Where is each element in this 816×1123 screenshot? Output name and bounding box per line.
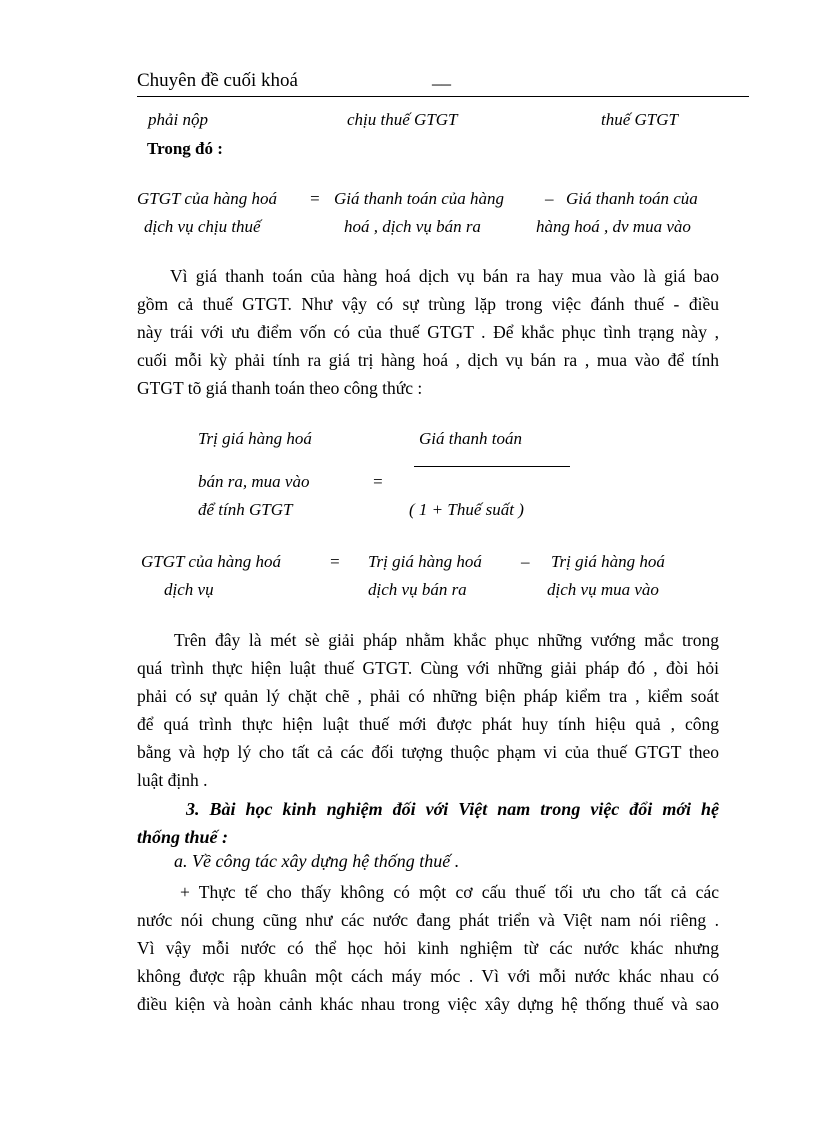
paragraph-2	[137, 626, 719, 794]
p2-line: để quá trình thực hiện luật thuế mới được phát huy tính hiệu quả , công	[137, 714, 719, 734]
p3-line: điều kiện và hoàn cảnh khác nhau trong việc xây dựng hệ thống thuế và sao	[137, 994, 719, 1014]
f3-term1-line1: Trị giá hàng hoá	[368, 552, 482, 571]
f1-term2-line1: Giá thanh toán của	[566, 189, 698, 208]
f3-equals: =	[329, 552, 341, 571]
p2-line: bằng và hợp lý cho tất cả các đối tượng thuộc phạm vi của thuế GTGT theo	[137, 742, 719, 762]
p2-line: quá trình thực hiện luật thuế GTGT. Cùng với những giải pháp đó , đòi hỏi	[137, 658, 719, 678]
f2-lhs-line1: Trị giá hàng hoá	[198, 429, 312, 448]
page-header-blank: __	[432, 67, 451, 88]
f1-term1-line1: Giá thanh toán của hàng	[334, 189, 504, 208]
p2-line: Trên đây là mét sè giải pháp nhằm khắc phục những vướng mắc trong	[174, 630, 719, 650]
section-heading-line2: thống thuế :	[137, 827, 229, 847]
subheading-a: a. Về công tác xây dựng hệ thống thuế .	[174, 851, 460, 871]
f1-minus: –	[545, 189, 554, 208]
f1-term1-line2: hoá , dịch vụ bán ra	[344, 217, 481, 236]
p3-line: không được rập khuân một cách máy móc . Vì với mỗi nước khác nhau có	[137, 966, 719, 986]
f2-numerator: Giá thanh toán	[419, 429, 522, 448]
top-row-col3: thuế GTGT	[601, 110, 678, 129]
header-rule	[137, 96, 749, 97]
p1-line: gồm cả thuế GTGT. Như vậy có sự trùng lặp trong việc đánh thuế - điều	[137, 294, 719, 314]
f2-denominator: ( 1 + Thuế suất )	[409, 500, 524, 519]
trong-do-label: Trong đó :	[147, 139, 223, 158]
f2-equals: =	[372, 472, 384, 491]
paragraph-1	[137, 262, 719, 402]
f1-term2-line2: hàng hoá , dv mua vào	[536, 217, 691, 236]
f3-term2-line2: dịch vụ mua vào	[547, 580, 659, 599]
section-heading-3	[137, 795, 719, 851]
f3-term1-line2: dịch vụ bán ra	[368, 580, 467, 599]
p2-line: phải có sự quản lý chặt chẽ , phải có những biện pháp kiểm tra , kiểm soát	[137, 686, 719, 706]
p1-line: này trái với ưu điểm vốn có của thuế GTGT . Để khắc phục tình trạng này ,	[137, 322, 719, 342]
p1-line: Vì giá thanh toán của hàng hoá dịch vụ bán ra hay mua vào là giá bao	[170, 266, 719, 286]
page-header-title: Chuyên đề cuối khoá	[137, 70, 298, 91]
f3-term2-line1: Trị giá hàng hoá	[551, 552, 665, 571]
top-row-col1: phải nộp	[148, 110, 208, 129]
f1-lhs-line1: GTGT của hàng hoá	[137, 189, 277, 208]
f1-equals: =	[309, 189, 321, 208]
section-heading-line1: 3. Bài học kinh nghiệm đối với Việt nam trong việc đổi mới hệ	[186, 799, 719, 819]
f2-fraction-bar	[414, 466, 570, 467]
f3-lhs-line1: GTGT của hàng hoá	[141, 552, 281, 571]
p1-line: cuối mỗi kỳ phải tính ra giá trị hàng hoá , dịch vụ bán ra , mua vào để tính	[137, 350, 719, 370]
p1-line: GTGT tõ giá thanh toán theo công thức :	[137, 378, 423, 398]
p2-line: luật định .	[137, 770, 208, 790]
p3-line: Vì vậy mỗi nước có thể học hỏi kinh nghiệm từ các nước khác nhưng	[137, 938, 719, 958]
f3-lhs-line2: dịch vụ	[164, 580, 214, 599]
f2-lhs-line2: bán ra, mua vào	[198, 472, 310, 491]
f3-minus: –	[521, 552, 530, 571]
top-row-col2: chịu thuế GTGT	[347, 110, 458, 129]
p3-line: nước nói chung cũng như các nước đang phát triển và Việt nam nói riêng .	[137, 910, 719, 930]
f2-lhs-line3: để tính GTGT	[198, 500, 293, 519]
p3-line: + Thực tế cho thấy không có một cơ cấu thuế tối ưu cho tất cả các	[180, 882, 719, 902]
paragraph-3	[137, 878, 719, 1018]
f1-lhs-line2: dịch vụ chịu thuế	[144, 217, 261, 236]
